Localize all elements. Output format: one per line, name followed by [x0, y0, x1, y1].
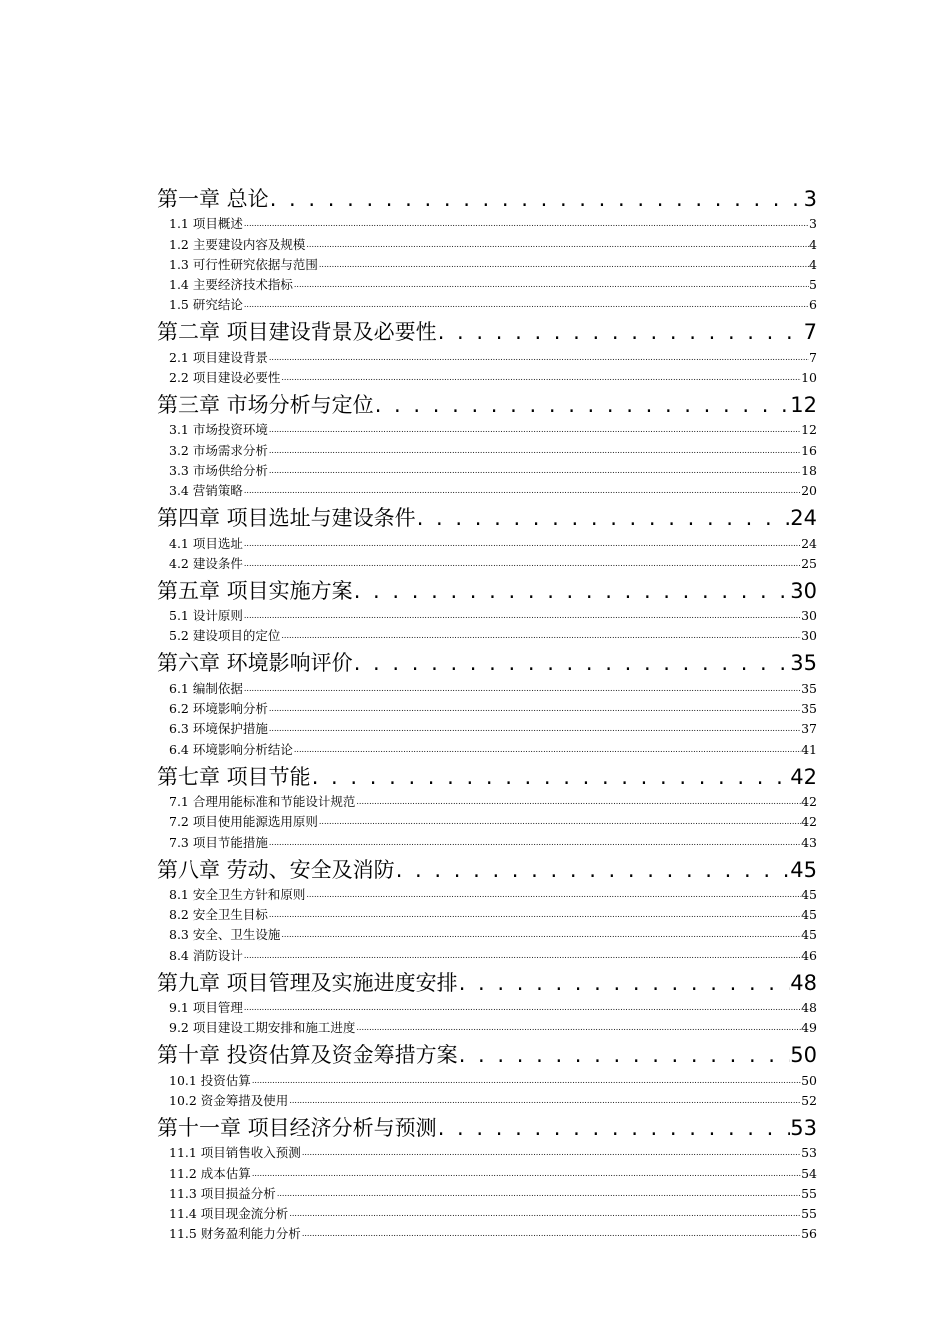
- section-page: 25: [801, 555, 817, 571]
- leader-dots: [276, 1186, 801, 1202]
- section-title: 11.2 成本估算: [169, 1165, 251, 1181]
- section-title: 6.2 环境影响分析: [169, 701, 268, 717]
- toc-section[interactable]: [157, 996, 817, 1016]
- toc-chapter[interactable]: [157, 758, 817, 790]
- section-title: 1.3 可行性研究依据与范围: [169, 256, 318, 272]
- leader-dots: [268, 422, 801, 438]
- chapter-page: 50: [790, 1043, 817, 1068]
- toc-chapter[interactable]: [157, 313, 817, 345]
- chapter-page: 45: [790, 857, 817, 882]
- toc-section[interactable]: [157, 1222, 817, 1242]
- toc-chapter[interactable]: [157, 1109, 817, 1141]
- section-title: 1.1 项目概述: [169, 216, 243, 232]
- chapter-page: 35: [790, 651, 817, 676]
- section-title: 11.4 项目现金流分析: [169, 1206, 289, 1222]
- toc-section[interactable]: [157, 737, 817, 757]
- section-page: 37: [801, 721, 817, 737]
- chapter-title: 第七章 项目节能: [157, 764, 311, 789]
- toc-section[interactable]: [157, 1182, 817, 1202]
- section-title: 11.3 项目损益分析: [169, 1185, 276, 1201]
- chapter-page: 48: [790, 970, 817, 995]
- section-title: 3.3 市场供给分析: [169, 462, 268, 478]
- section-page: 10: [801, 370, 817, 386]
- toc-section[interactable]: [157, 810, 817, 830]
- leader-dots: [437, 1116, 791, 1141]
- toc-section[interactable]: [157, 1068, 817, 1088]
- section-page: 30: [801, 608, 817, 624]
- section-title: 8.3 安全、卫生设施: [169, 927, 281, 943]
- toc-section[interactable]: [157, 273, 817, 293]
- section-page: 55: [801, 1185, 817, 1201]
- chapter-page: 24: [790, 506, 817, 531]
- section-title: 10.2 资金筹措及使用: [169, 1092, 289, 1108]
- toc-section[interactable]: [157, 459, 817, 479]
- chapter-page: 12: [790, 393, 817, 418]
- toc-section[interactable]: [157, 624, 817, 644]
- section-page: 42: [801, 793, 817, 809]
- chapter-title: 第四章 项目选址与建设条件: [157, 506, 416, 531]
- leader-dots: [251, 1166, 801, 1182]
- chapter-title: 第五章 项目实施方案: [157, 578, 353, 603]
- section-page: 35: [801, 701, 817, 717]
- leader-dots: [458, 971, 791, 996]
- section-page: 41: [801, 741, 817, 757]
- toc-section[interactable]: [157, 232, 817, 252]
- toc-section[interactable]: [157, 697, 817, 717]
- toc-chapter[interactable]: [157, 964, 817, 996]
- toc-chapter[interactable]: [157, 180, 817, 212]
- toc-section[interactable]: [157, 531, 817, 551]
- section-page: 35: [801, 680, 817, 696]
- section-title: 4.2 建设条件: [169, 555, 243, 571]
- leader-dots: [355, 794, 801, 810]
- section-title: 6.3 环境保护措施: [169, 721, 268, 737]
- toc-chapter[interactable]: [157, 499, 817, 531]
- leader-dots: [243, 681, 801, 697]
- leader-dots: [251, 1073, 801, 1089]
- toc-chapter[interactable]: [157, 851, 817, 883]
- section-page: 52: [801, 1092, 817, 1108]
- toc-chapter[interactable]: [157, 386, 817, 418]
- section-title: 7.1 合理用能标准和节能设计规范: [169, 793, 356, 809]
- leader-dots: [243, 216, 809, 232]
- section-title: 6.4 环境影响分析结论: [169, 741, 293, 757]
- section-page: 24: [801, 535, 817, 551]
- chapter-title: 第十章 投资估算及资金筹措方案: [157, 1043, 458, 1068]
- toc-section[interactable]: [157, 903, 817, 923]
- leader-dots: [268, 443, 801, 459]
- section-page: 20: [801, 483, 817, 499]
- leader-dots: [243, 556, 801, 572]
- toc-chapter[interactable]: [157, 644, 817, 676]
- section-title: 8.2 安全卫生目标: [169, 907, 268, 923]
- section-page: 7: [809, 349, 817, 365]
- toc-section[interactable]: [157, 943, 817, 963]
- chapter-title: 第九章 项目管理及实施进度安排: [157, 970, 458, 995]
- section-page: 46: [801, 947, 817, 963]
- leader-dots: [268, 701, 801, 717]
- toc-section[interactable]: [157, 418, 817, 438]
- section-title: 7.2 项目使用能源选用原则: [169, 814, 318, 830]
- leader-dots: [355, 1020, 801, 1036]
- toc-section[interactable]: [157, 923, 817, 943]
- leader-dots: [288, 1206, 801, 1222]
- leader-dots: [243, 536, 801, 552]
- toc-section[interactable]: [157, 345, 817, 365]
- chapter-title: 第六章 环境影响评价: [157, 651, 353, 676]
- leader-dots: [268, 463, 801, 479]
- section-title: 11.1 项目销售收入预测: [169, 1145, 301, 1161]
- toc-section[interactable]: [157, 479, 817, 499]
- section-title: 3.4 营销策略: [169, 483, 243, 499]
- section-page: 56: [801, 1226, 817, 1242]
- section-page: 30: [801, 628, 817, 644]
- section-page: 18: [801, 462, 817, 478]
- leader-dots: [293, 277, 809, 293]
- section-page: 5: [809, 277, 817, 293]
- toc-chapter[interactable]: [157, 572, 817, 604]
- section-title: 5.2 建设项目的定位: [169, 628, 281, 644]
- toc-section[interactable]: [157, 1016, 817, 1036]
- section-page: 50: [801, 1072, 817, 1088]
- section-title: 2.1 项目建设背景: [169, 349, 268, 365]
- toc-section[interactable]: [157, 830, 817, 850]
- toc-section[interactable]: [157, 604, 817, 624]
- chapter-title: 第八章 劳动、安全及消防: [157, 857, 395, 882]
- section-page: 12: [801, 422, 817, 438]
- leader-dots: [280, 370, 801, 386]
- section-page: 48: [801, 1000, 817, 1016]
- leader-dots: [280, 927, 801, 943]
- section-title: 8.4 消防设计: [169, 947, 243, 963]
- section-page: 4: [809, 236, 817, 252]
- leader-dots: [243, 483, 801, 499]
- section-page: 42: [801, 814, 817, 830]
- leader-dots: [301, 1145, 801, 1161]
- section-title: 5.1 设计原则: [169, 608, 243, 624]
- section-title: 9.1 项目管理: [169, 1000, 243, 1016]
- leader-dots: [268, 907, 801, 923]
- section-title: 4.1 项目选址: [169, 535, 243, 551]
- leader-dots: [353, 579, 791, 604]
- section-page: 4: [809, 256, 817, 272]
- toc-section[interactable]: [157, 676, 817, 696]
- leader-dots: [243, 297, 809, 313]
- section-title: 1.2 主要建设内容及规模: [169, 236, 306, 252]
- section-title: 10.1 投资估算: [169, 1072, 251, 1088]
- chapter-page: 30: [790, 578, 817, 603]
- chapter-page: 3: [803, 187, 817, 211]
- leader-dots: [395, 858, 791, 883]
- toc-section[interactable]: [157, 438, 817, 458]
- chapter-title: 第十一章 项目经济分析与预测: [157, 1115, 437, 1140]
- toc-section[interactable]: [157, 717, 817, 737]
- leader-dots: [280, 628, 801, 644]
- section-title: 3.1 市场投资环境: [169, 422, 268, 438]
- section-page: 45: [801, 927, 817, 943]
- toc-section[interactable]: [157, 253, 817, 273]
- toc-section[interactable]: [157, 883, 817, 903]
- section-title: 9.2 项目建设工期安排和施工进度: [169, 1020, 356, 1036]
- chapter-title: 第二章 项目建设背景及必要性: [157, 320, 437, 345]
- leader-dots: [243, 1000, 801, 1016]
- leader-dots: [305, 887, 801, 903]
- section-page: 45: [801, 907, 817, 923]
- chapter-page: 42: [790, 764, 817, 789]
- leader-dots: [268, 721, 801, 737]
- leader-dots: [374, 393, 791, 418]
- section-page: 55: [801, 1206, 817, 1222]
- leader-dots: [268, 835, 801, 851]
- leader-dots: [243, 608, 801, 624]
- leader-dots: [268, 350, 809, 366]
- leader-dots: [437, 320, 804, 345]
- section-title: 7.3 项目节能措施: [169, 834, 268, 850]
- leader-dots: [353, 651, 791, 676]
- leader-dots: [305, 237, 809, 253]
- leader-dots: [269, 187, 804, 212]
- leader-dots: [458, 1043, 791, 1068]
- leader-dots: [416, 506, 791, 531]
- toc-section[interactable]: [157, 1141, 817, 1161]
- toc-section[interactable]: [157, 1161, 817, 1181]
- section-page: 53: [801, 1145, 817, 1161]
- section-title: 8.1 安全卫生方针和原则: [169, 886, 306, 902]
- leader-dots: [318, 257, 809, 273]
- section-page: 54: [801, 1165, 817, 1181]
- section-page: 16: [801, 442, 817, 458]
- toc-section[interactable]: [157, 790, 817, 810]
- section-page: 43: [801, 834, 817, 850]
- section-page: 45: [801, 886, 817, 902]
- section-title: 1.5 研究结论: [169, 297, 243, 313]
- toc-section[interactable]: [157, 293, 817, 313]
- chapter-title: 第一章 总论: [157, 187, 269, 211]
- leader-dots: [288, 1093, 801, 1109]
- chapter-title: 第三章 市场分析与定位: [157, 393, 374, 418]
- toc-section[interactable]: [157, 212, 817, 232]
- toc-chapter[interactable]: [157, 1036, 817, 1068]
- toc-section[interactable]: [157, 366, 817, 386]
- section-title: 1.4 主要经济技术指标: [169, 277, 293, 293]
- section-title: 11.5 财务盈利能力分析: [169, 1226, 301, 1242]
- leader-dots: [311, 765, 791, 790]
- section-page: 49: [801, 1020, 817, 1036]
- chapter-page: 53: [790, 1115, 817, 1140]
- toc-section[interactable]: [157, 1089, 817, 1109]
- section-title: 2.2 项目建设必要性: [169, 370, 281, 386]
- leader-dots: [301, 1226, 801, 1242]
- table-of-contents: [157, 180, 817, 1242]
- leader-dots: [318, 814, 801, 830]
- leader-dots: [293, 742, 801, 758]
- leader-dots: [243, 948, 801, 964]
- chapter-page: 7: [803, 320, 817, 345]
- section-page: 3: [809, 216, 817, 232]
- toc-section[interactable]: [157, 1202, 817, 1222]
- toc-section[interactable]: [157, 552, 817, 572]
- section-title: 6.1 编制依据: [169, 680, 243, 696]
- section-page: 6: [809, 297, 817, 313]
- section-title: 3.2 市场需求分析: [169, 442, 268, 458]
